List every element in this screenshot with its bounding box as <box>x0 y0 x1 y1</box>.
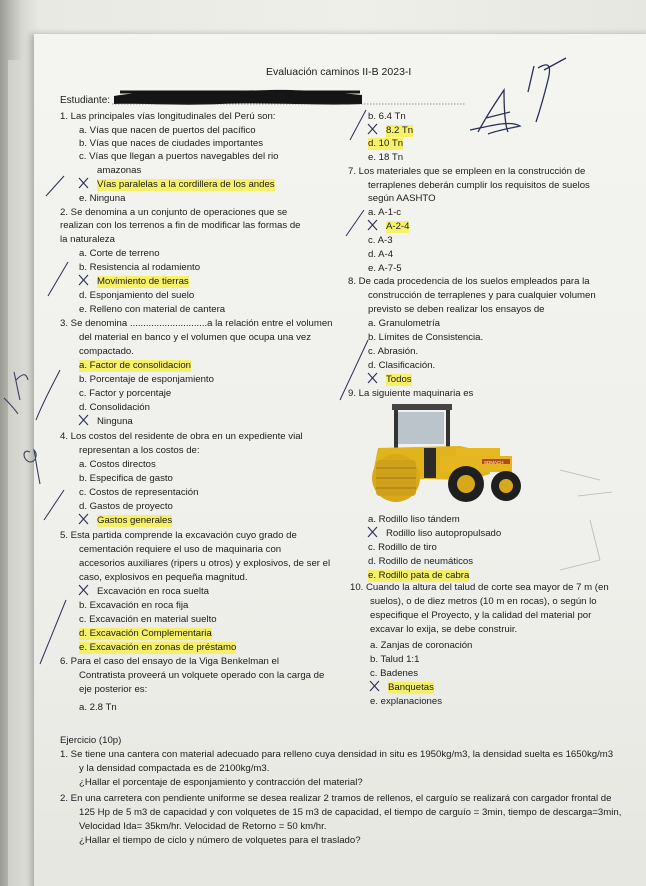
question-line-r10: 10. Cuando la altura del talud de corte sea mayor de 7 m (en <box>350 582 609 593</box>
question-line-r9c: c. Rodillo de tiro <box>368 542 437 553</box>
question-line-r10b: suelos), o de diez metros (10 m en rocas), o según lo <box>370 596 597 607</box>
question-line-r8bb: b. Límites de Consistencia. <box>368 332 484 343</box>
question-line-q2c: la naturaleza <box>60 234 115 245</box>
question-line-q4: 4. Los costos del residente de obra en un expediente vial <box>60 431 303 442</box>
question-line-r7: 7. Los materiales que se empleen en la construcción de <box>348 166 586 177</box>
question-line-q4b: representan a los costos de: <box>79 445 200 456</box>
question-line-r10dd: Banquetas <box>388 682 434 693</box>
redacted-name <box>114 90 362 105</box>
question-line-r6d: d. 10 Tn <box>368 138 404 149</box>
exercise-line-e2b: 125 Hp de 5 m3 de capacidad y con volquetes de 15 m3 de capacidad, el tiempo de carguío = 3min, tiempo de descarga=3min, <box>79 807 622 818</box>
road-roller-image <box>372 404 521 502</box>
question-line-r8c: previsto se deben realizar los ensayos de <box>368 304 545 315</box>
question-line-q3b: del material en banco y el volumen que ocupa una vez <box>79 332 311 343</box>
question-line-q3bb: b. Porcentaje de esponjamiento <box>79 374 214 385</box>
question-line-q6a: a. 2.8 Tn <box>79 702 117 713</box>
question-line-r9b: Rodillo liso autopropulsado <box>386 528 502 539</box>
question-line-q1c2: amazonas <box>97 165 142 176</box>
question-line-q1c: c. Vías que llegan a puertos navegables del rio <box>79 151 279 162</box>
question-line-r8cc: c. Abrasión. <box>368 346 419 357</box>
question-line-q3a: a. Factor de consolidacion <box>79 360 191 371</box>
question-line-q2e: e. Relleno con material de cantera <box>79 304 226 315</box>
question-line-r10d: excavar lo exija, se debe construir. <box>370 624 518 635</box>
question-line-q5d: caso, explosivos en pequeña magnitud. <box>79 572 248 583</box>
question-line-q5bb: b. Excavación en roca fija <box>79 600 189 611</box>
question-line-q1: 1. Las principales vías longitudinales del Perú son: <box>60 111 276 122</box>
question-line-r7b: terraplenes deberán cumplir los requisitos de suelos <box>368 180 590 191</box>
question-line-r7e: e. A-7-5 <box>368 263 402 274</box>
question-line-q5c: accesorios auxiliares (ripers u otros) y explosivos, de ser el <box>79 558 331 569</box>
question-line-q5cc: c. Excavación en material suelto <box>79 614 217 625</box>
question-line-q2bb: b. Resistencia al rodamiento <box>79 262 201 273</box>
x-marks <box>79 124 379 691</box>
question-line-q6b: Contratista proveerá un volquete operado con la carga de <box>79 670 325 681</box>
student-label: Estudiante: <box>60 95 111 106</box>
question-line-r7a: a. A-1-c <box>368 207 402 218</box>
exercise-line-e2: 2. En una carretera con pendiente uniforme se desea realizar 2 tramos de rellenos, el carguío se realizará con cargador frontal de <box>60 793 612 804</box>
question-line-q5b: cementación requiere el uso de maquinaria con <box>79 544 282 555</box>
exercise-line-e1: 1. Se tiene una cantera con material adecuado para relleno cuya densidad in situ es 1950kg/m3, la densidad suelta es 1650kg/m3 <box>60 749 614 760</box>
question-line-r8a: a. Granulometría <box>368 318 440 329</box>
question-line-q3e: Ninguna <box>97 416 133 427</box>
question-line-q1d: Vías paralelas a la cordillera de los andes <box>97 179 275 190</box>
question-line-q1e: e. Ninguna <box>79 193 126 204</box>
question-line-r10e: e. explanaciones <box>370 696 443 707</box>
exercise-line-e2d: ¿Hallar el tiempo de ciclo y número de volquetes para el traslado? <box>79 835 361 846</box>
question-line-r7c: según AASHTO <box>368 193 436 204</box>
question-line-q1a: a. Vías que nacen de puertos del pacífico <box>79 125 256 136</box>
question-line-r8e: Todos <box>386 374 412 385</box>
question-line-q4d: d. Gastos de proyecto <box>79 501 173 512</box>
question-line-q4c: c. Costos de representación <box>79 487 199 498</box>
question-line-q4a: a. Costos directos <box>79 459 156 470</box>
question-line-r6e: e. 18 Tn <box>368 152 404 163</box>
question-line-q3: 3. Se denomina .............................a la relación entre el volumen <box>60 318 333 329</box>
question-line-q2b: realizan con los terrenos a fin de modificar las formas de <box>60 220 301 231</box>
question-line-r10a: a. Zanjas de coronación <box>370 640 473 651</box>
question-line-q2: 2. Se denomina a un conjunto de operaciones que se <box>60 207 288 218</box>
exercise-line-e2c: Velocidad Ida= 35km/hr. Velocidad de Retorno = 50 km/hr. <box>79 821 327 832</box>
question-line-q5: 5. Esta partida comprende la excavación cuyo grado de <box>60 530 297 541</box>
question-line-q3cc: c. Factor y porcentaje <box>79 388 172 399</box>
check-marks <box>36 110 368 664</box>
question-line-q6c: eje posterior es: <box>79 684 148 695</box>
question-line-r6b: b. 6.4 Tn <box>368 111 406 122</box>
pencil-notes <box>560 470 612 570</box>
exercise-line-e1b: y la densidad compactada es de 2100kg/m3. <box>79 763 270 774</box>
question-line-r6c: 8.2 Tn <box>386 125 414 136</box>
exercise-line-e1c: ¿Hallar el porcentaje de esponjamiento y contracción del material? <box>79 777 363 788</box>
question-line-r8b: construcción de terraplenes y para cualquier volumen <box>368 290 596 301</box>
question-line-r9a: a. Rodillo liso tándem <box>368 514 460 525</box>
question-line-q4e: Gastos generales <box>97 515 173 526</box>
question-line-r10cc: c. Badenes <box>370 668 419 679</box>
question-line-r10c: especifique el Proyecto, y la calidad del material por <box>370 610 592 621</box>
question-line-q2a: a. Corte de terreno <box>79 248 160 259</box>
question-line-r9e: e. Rodillo pata de cabra <box>368 570 470 581</box>
question-line-r7d: d. A-4 <box>368 249 394 260</box>
question-line-q2cc: Movimiento de tierras <box>97 276 189 287</box>
question-line-q1b: b. Vías que naces de ciudades importantes <box>79 138 263 149</box>
question-line-r9: 9. La siguiente maquinaria es <box>348 388 474 399</box>
machine-brand: SDMACH <box>484 460 504 465</box>
question-line-q6: 6. Para el caso del ensayo de la Viga Benkelman el <box>60 656 280 667</box>
question-line-r10bb: b. Talud 1:1 <box>370 654 420 665</box>
question-line-q5dd: d. Excavación Complementaria <box>79 628 212 639</box>
question-line-r7cc: c. A-3 <box>368 235 393 246</box>
question-line-q5e: e. Excavación en zonas de préstamo <box>79 642 237 653</box>
question-line-q3c: compactado. <box>79 346 134 357</box>
question-line-r9d: d. Rodillo de neumáticos <box>368 556 474 567</box>
question-line-q4bb: b. Especifica de gasto <box>79 473 173 484</box>
exam-title: Evaluación caminos II-B 2023-I <box>266 66 412 78</box>
exercise-line-ex: Ejercicio (10p) <box>60 735 122 746</box>
question-line-r8: 8. De cada procedencia de los suelos empleados para la <box>348 276 590 287</box>
margin-scribbles <box>4 372 40 484</box>
question-line-q3d: d. Consolidación <box>79 402 150 413</box>
question-line-r7bb: A-2-4 <box>386 221 410 232</box>
grade-signature <box>470 58 566 134</box>
question-line-q2d: d. Esponjamiento del suelo <box>79 290 195 301</box>
question-line-q5a: Excavación en roca suelta <box>97 586 209 597</box>
question-line-r8d: d. Clasificación. <box>368 360 436 371</box>
